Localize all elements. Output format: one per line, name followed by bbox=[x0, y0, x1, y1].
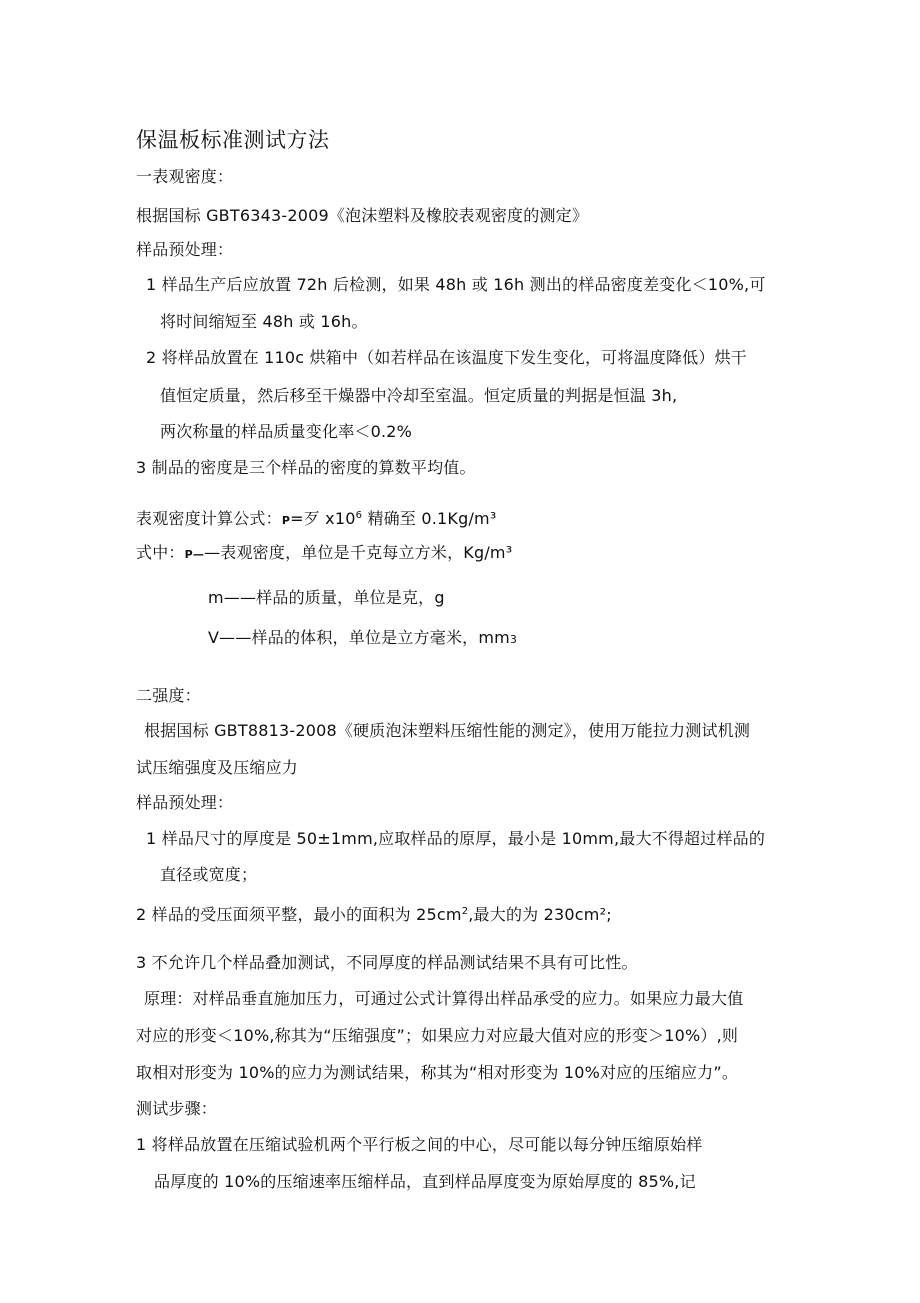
section-1-standard: 根据国标 GBT6343-2009《泡沫塑料及橡胶表观密度的测定》 bbox=[136, 206, 589, 225]
formula-where bbox=[136, 543, 512, 565]
formula-prefix: 表观密度计算公式： bbox=[136, 509, 282, 528]
principle-line-3: 取相对形变为 10%的应力为测试结果，称其为“相对形变为 10%对应的压缩应力”。 bbox=[136, 1063, 739, 1082]
section-2-heading: 二强度： bbox=[136, 686, 201, 705]
section-1-item-2: 2 将样品放置在 110c 烘箱中（如若样品在该温度下发生变化，可将温度降低）烘干 bbox=[146, 348, 747, 367]
where-description: —表观密度，单位是千克每立方米，Kg/m³ bbox=[204, 543, 513, 562]
item-2-text-a: 2 样品的受压面须平整，最小的面积为 25cm bbox=[136, 905, 462, 924]
section-1-item-1: 1 样品生产后应放置 72h 后检测，如果 48h 或 16h 测出的样品密度差变化＜10%,可 bbox=[146, 275, 766, 294]
section-1-heading: 一表观密度： bbox=[136, 167, 234, 186]
test-steps-label: 测试步骤： bbox=[136, 1099, 218, 1118]
section-2-item-1: 1 样品尺寸的厚度是 50±1mm,应取样品的原厚，最小是 10mm,最大不得超过样品的 bbox=[146, 829, 766, 848]
mass-definition: m——样品的质量，单位是克，g bbox=[208, 588, 445, 607]
where-prefix: 式中： bbox=[136, 543, 185, 562]
item-2-text-b: ,最大的为 230cm bbox=[468, 905, 600, 924]
section-1-item-2-cont: 值恒定质量，然后移至干燥器中冷却至室温。恒定质量的判据是恒温 3h, bbox=[160, 386, 678, 405]
test-step-1: 1 将样品放置在压缩试验机两个平行板之间的中心，尽可能以每分钟压缩原始样 bbox=[136, 1135, 703, 1154]
section-1-item-1-cont: 将时间缩短至 48h 或 16h。 bbox=[160, 312, 368, 331]
item-2-text-c: ; bbox=[606, 905, 612, 924]
formula-expression: =歹 x10 bbox=[290, 509, 356, 528]
section-1-item-3: 3 制品的密度是三个样品的密度的算数平均值。 bbox=[136, 458, 476, 477]
section-2-item-2 bbox=[136, 902, 612, 925]
section-2-standard: 根据国标 GBT8813-2008《硬质泡沫塑料压缩性能的测定》，使用万能拉力测试机测 bbox=[144, 721, 751, 740]
page-title: 保温板标准测试方法 bbox=[136, 128, 330, 152]
test-step-1-cont: 品厚度的 10%的压缩速率压缩样品，直到样品厚度变为原始厚度的 85%,记 bbox=[154, 1172, 696, 1191]
volume-definition bbox=[208, 628, 517, 650]
section-2-item-1-cont: 直径或宽度； bbox=[160, 865, 258, 884]
formula-exponent: 6 bbox=[355, 510, 363, 521]
where-rho-symbol: P— bbox=[184, 548, 205, 561]
section-2-pretreatment-label: 样品预处理： bbox=[136, 793, 234, 812]
volume-unit-exponent: 3 bbox=[509, 633, 518, 646]
volume-definition-text: V——样品的体积，单位是立方毫米，mm bbox=[208, 628, 510, 647]
section-1-item-2-cont-2: 两次称量的样品质量变化率＜0.2% bbox=[160, 422, 413, 441]
item-2-superscript-2: ² bbox=[599, 905, 607, 924]
principle-line-1: 原理：对样品垂直施加压力，可通过公式计算得出样品承受的应力。如果应力最大值 bbox=[144, 989, 744, 1008]
item-2-superscript-1: 2 bbox=[461, 906, 469, 917]
section-1-pretreatment-label: 样品预处理： bbox=[136, 240, 234, 259]
principle-line-2: 对应的形变＜10%,称其为“压缩强度”；如果应力对应最大值对应的形变＞10%）,则 bbox=[136, 1026, 739, 1045]
section-2-item-3: 3 不允许几个样品叠加测试，不同厚度的样品测试结果不具有可比性。 bbox=[136, 953, 638, 972]
section-2-standard-cont: 试压缩强度及压缩应力 bbox=[136, 758, 299, 777]
formula-rho-symbol: P bbox=[281, 514, 291, 527]
formula-precision: 精确至 0.1Kg/m³ bbox=[362, 509, 497, 528]
density-formula bbox=[136, 506, 496, 531]
